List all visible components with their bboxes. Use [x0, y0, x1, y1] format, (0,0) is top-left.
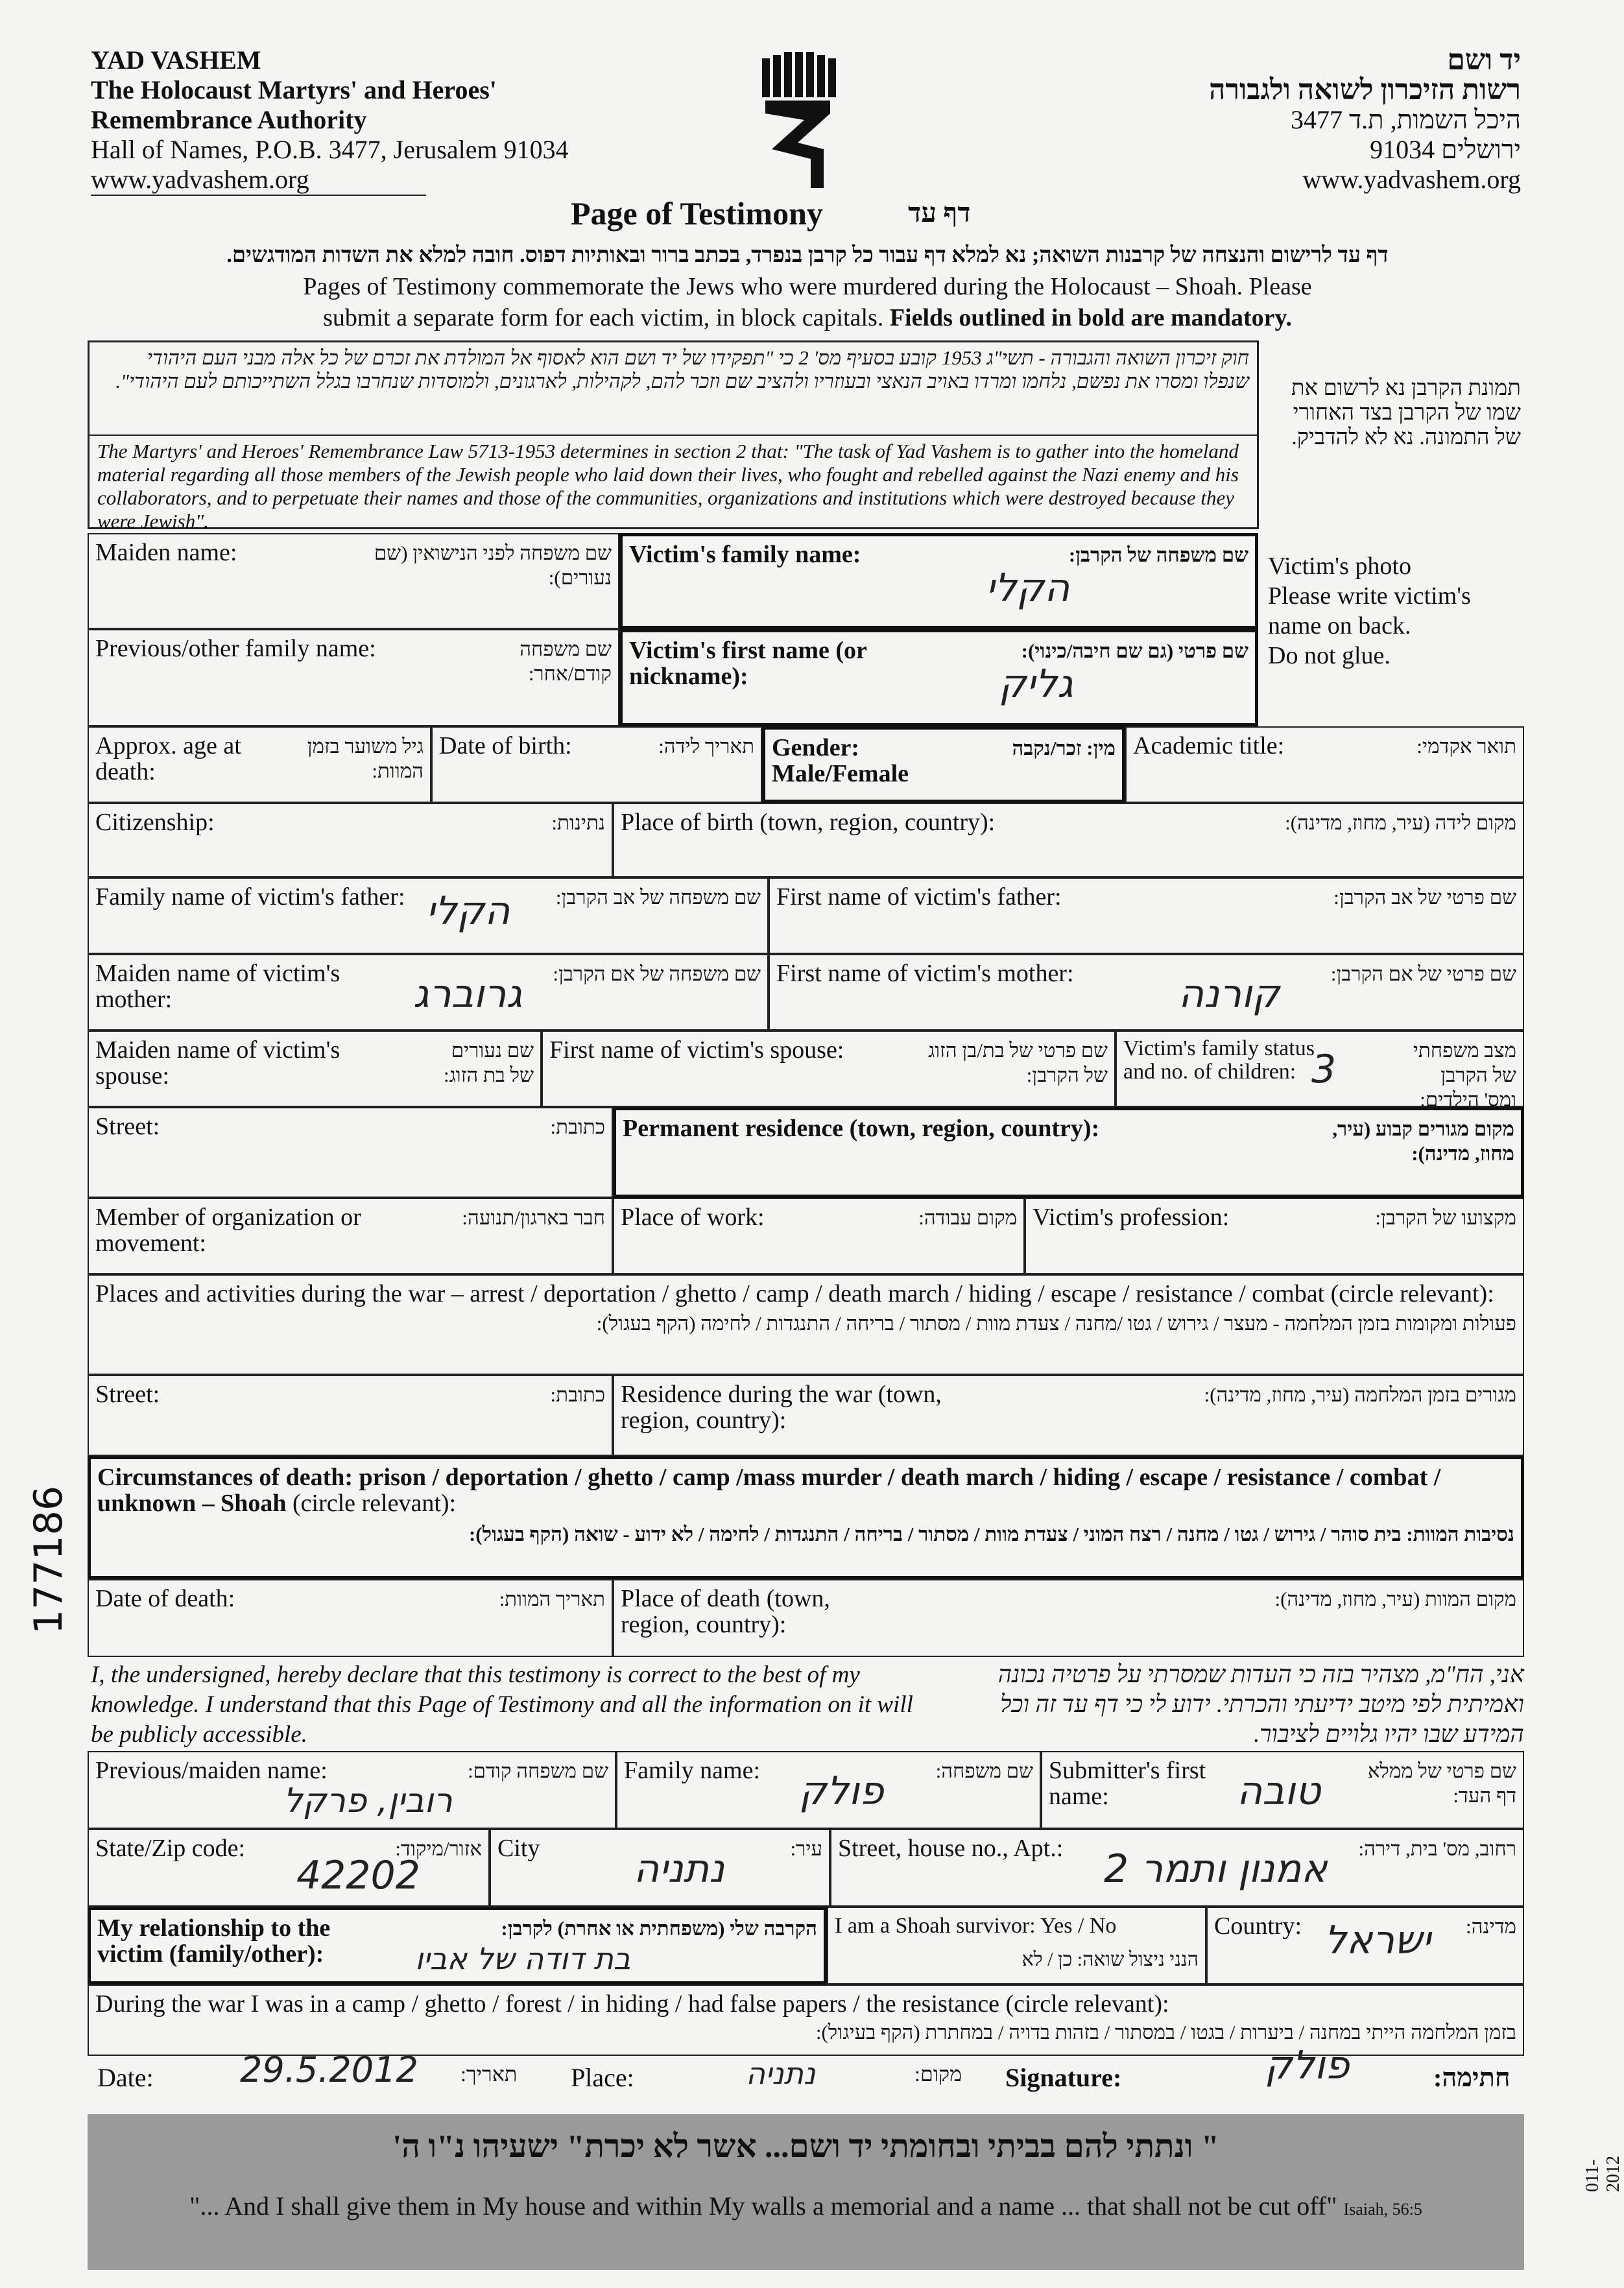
place-of-death-label-he: מקום המוות (עיר, מחוז, מדינה): [1274, 1588, 1516, 1610]
date-of-death-field[interactable] [88, 1579, 613, 1657]
intro-en-2: submit a separate form for each victim, in block capitals. [323, 304, 884, 331]
street-field[interactable] [88, 1107, 613, 1198]
profession-label: Victim's profession: [1033, 1204, 1230, 1231]
page-title: Page of Testimony [571, 195, 823, 232]
date-label-he: תאריך: [460, 2062, 518, 2086]
photo-en-3: name on back. [1268, 612, 1411, 639]
academic-title-label-he: תואר אקדמי: [1416, 735, 1516, 757]
maiden-name-field[interactable] [88, 533, 619, 629]
address-he-1: היכל השמות, ת.ד 3477 [1290, 105, 1521, 134]
academic-title-label: Academic title: [1133, 732, 1285, 759]
age-at-death-field[interactable] [88, 726, 431, 803]
page-title-he: דף עד [908, 198, 971, 228]
place-of-death-field[interactable] [613, 1579, 1524, 1657]
date-of-birth-label: Date of birth: [439, 732, 572, 759]
submitter-survivor-label: I am a Shoah survivor: Yes / No [835, 1914, 1117, 1938]
submitter-relationship-label-he: הקרבה שלי (משפחתית או אחרת) לקרבן: [501, 1917, 817, 1940]
place-of-birth-field[interactable] [613, 803, 1524, 877]
submitter-survivor-field[interactable] [827, 1907, 1206, 1984]
gender-label: Gender: Male/Female [772, 734, 909, 787]
mother-first-name-value: קורנה [1178, 971, 1280, 1017]
submitter-family-name-label: Family name: [624, 1757, 761, 1784]
victim-family-name-field[interactable] [619, 533, 1258, 629]
place-label-he: מקום: [914, 2062, 962, 2086]
footer-quote-he: " ונתתי להם בביתי ובחומתי יד ושם... אשר לא יכרת" ישעיהו נ"ו ה' [392, 2128, 1219, 2164]
circumstances-label-he: נסיבות המוות: בית סוהר / גירוש / גטו / מחנה / רצח המוני / צעדת מוות / מסתור / בריחה / התנגדות / לחימה / לא ידוע - שואה (הקף בעגול): [468, 1523, 1514, 1545]
gender-label-he: מין: זכר/נקבה [1012, 737, 1116, 759]
law-en: The Martyrs' and Heroes' Remembrance Law 5713-1953 determines in section 2 that: "The task of Yad Vashem is to gather into the homeland material regarding all those members of the Jewish people who laid down their lives, who fought and rebelled against the Nazi enemy and his collaborators, and to perpetuate their names and those of the communities, organizations and institutions which were destroyed because they were Jewish". [97, 440, 1239, 532]
victim-first-name-value: גליק [999, 661, 1073, 707]
date-label: Date: [97, 2063, 154, 2092]
website-he: www.yadvashem.org [1302, 165, 1521, 194]
submitter-relationship-label: My relationship to the victim (family/other): [97, 1914, 331, 1968]
authority-en-2: Remembrance Authority [91, 105, 367, 134]
submitter-family-name-value: פולק [799, 1769, 884, 1814]
father-family-name-label-he: שם משפחה של אב הקרבן: [555, 886, 761, 909]
law-box [88, 340, 1259, 532]
organization-label-he: חבר בארגון/תנועה: [462, 1206, 605, 1229]
website-en: www.yadvashem.org [91, 165, 426, 196]
form-code: 011-2012 [1582, 2156, 1623, 2192]
victim-first-name-field[interactable] [619, 629, 1258, 726]
father-first-name-label: First name of victim's father: [776, 883, 1062, 911]
father-family-name-field[interactable] [88, 877, 769, 954]
spouse-maiden-name-field[interactable] [88, 1031, 542, 1107]
date-of-death-label: Date of death: [95, 1585, 235, 1612]
authority-en-1: The Holocaust Martyrs' and Heroes' [91, 75, 497, 104]
submitter-country-value: ישראל [1324, 1918, 1431, 1963]
mother-first-name-label: First name of victim's mother: [776, 960, 1074, 987]
address-en: Hall of Names, P.O.B. 3477, Jerusalem 91034 [91, 135, 569, 164]
place-label: Place: [571, 2063, 634, 2092]
footer-quote [88, 2114, 1524, 2270]
profession-field[interactable] [1025, 1198, 1524, 1274]
photo-en-2: Please write victim's [1268, 582, 1471, 610]
places-activities-label-he: פעולות ומקומות בזמן המלחמה - מעצר / גירוש / גטו /מחנה / צעדת מוות / מסתור / בריחה / התנגדות / לחימה (הקף בעגול): [596, 1312, 1516, 1335]
war-residence-label-he: מגורים בזמן המלחמה (עיר, מחוז, מדינה): [1204, 1383, 1516, 1406]
spouse-first-name-label-he: שם פרטי של בת/בן הזוג של הקרבן: [927, 1039, 1108, 1086]
war-street-label: Street: [95, 1381, 160, 1408]
date-of-birth-label-he: תאריך לידה: [658, 735, 754, 757]
signature-row [97, 2043, 1524, 2108]
victim-family-name-label-he: שם משפחה של הקרבן: [1068, 543, 1248, 566]
organization-label: Member of organization or movement: [95, 1204, 361, 1257]
submitter-survivor-label-he: הנני ניצול שואה: כן / לא [1021, 1949, 1199, 1970]
place-of-work-field[interactable] [613, 1198, 1025, 1274]
spouse-first-name-label: First name of victim's spouse: [549, 1036, 844, 1064]
submitter-country-label: Country: [1214, 1913, 1302, 1940]
maiden-name-label-he: שם משפחה לפני הנישואין (שם נעורים): [374, 542, 612, 589]
family-status-value: 3 [1311, 1047, 1337, 1092]
submitter-first-name-label-he: שם פרטי של ממלא דף העד: [1367, 1759, 1516, 1807]
places-activities-label: Places and activities during the war – arrest / deportation / ghetto / camp / death march / hiding / escape / resistance / combat (circle relevant): [95, 1280, 1494, 1307]
street-label: Street: [95, 1113, 160, 1140]
during-war-label: During the war I was in a camp / ghetto / forest / in hiding / had false papers / the resistance (circle relevant): [95, 1990, 1169, 2018]
submitter-street-value: אמנון ותמר 2 [1104, 1846, 1328, 1892]
declaration-he: אני, הח"מ, מצהיר בזה כי העדות שמסרתי על פרטיה נכונה ואמיתית לפי מיטב ידיעתי והכרתי. ידוע לי כי דף עד זה וכל המידע שבו יהיו גלויים לציבור. [997, 1662, 1524, 1748]
submitter-street-label: Street, house no., Apt.: [838, 1835, 1064, 1862]
submitter-zip-value: 42202 [296, 1853, 420, 1898]
submitter-prev-name-value: רובין, פרקל [283, 1782, 453, 1820]
victim-family-name-value: הקלי [986, 566, 1070, 611]
age-at-death-label-he: גיל משוער בזמן המוות: [307, 735, 424, 782]
places-activities-field[interactable] [88, 1274, 1524, 1375]
father-family-name-value: הקלי [426, 888, 510, 934]
spouse-maiden-name-label-he: שם נעורים של בת הזוג: [443, 1039, 534, 1086]
gender-field[interactable] [762, 726, 1125, 803]
place-of-death-label: Place of death (town, region, country): [621, 1585, 830, 1638]
signature-value: פולק [1265, 2043, 1350, 2088]
profession-label-he: מקצועו של הקרבן: [1375, 1206, 1516, 1229]
mother-first-name-field[interactable] [769, 954, 1524, 1031]
victim-family-name-label: Victim's family name: [629, 541, 861, 568]
signature-label: Signature: [1005, 2063, 1122, 2092]
footer-ref: Isaiah, 56:5 [1343, 2200, 1422, 2219]
family-status-field[interactable] [1116, 1031, 1524, 1111]
header-right [1209, 45, 1521, 195]
place-of-birth-label: Place of birth (town, region, country): [621, 809, 996, 836]
submitter-city-label: City [497, 1835, 540, 1862]
spouse-maiden-name-label: Maiden name of victim's spouse: [95, 1036, 340, 1090]
header-left [91, 45, 569, 196]
citizenship-label: Citizenship: [95, 809, 215, 836]
submitter-prev-name-field[interactable] [88, 1751, 616, 1829]
date-value: 29.5.2012 [240, 2049, 418, 2090]
family-status-label: Victim's family status and no. of children: [1123, 1036, 1315, 1084]
declaration-en: I, the undersigned, hereby declare that this testimony is correct to the best of my knowledge. I understand that this Page of Testimony and all the information on it will be publicly accessible. [91, 1662, 913, 1748]
submitter-first-name-value: טובה [1237, 1769, 1321, 1814]
age-at-death-label: Approx. age at death: [95, 732, 241, 785]
organization-field[interactable] [88, 1198, 613, 1274]
mother-maiden-name-label-he: שם משפחה של אם הקרבן: [553, 962, 761, 985]
permanent-residence-label-he: מקום מגורים קבוע (עיר, מחוז, מדינה): [1332, 1117, 1514, 1165]
family-status-label-he: מצב משפחתי של הקרבן ומס' הילדים: [1413, 1039, 1516, 1111]
submitter-street-field[interactable] [830, 1829, 1524, 1907]
during-war-label-he: בזמן המלחמה הייתי במחנה / ביערות / בגטו / במסתור / בזהות בדויה / במחתרת (הקף בעיגול): [815, 2021, 1516, 2044]
prev-family-name-label: Previous/other family name: [95, 635, 376, 662]
prev-family-name-field[interactable] [88, 629, 619, 726]
spouse-first-name-field[interactable] [542, 1031, 1116, 1107]
intro-en-bold: Fields outlined in bold are mandatory. [889, 304, 1292, 331]
submitter-street-label-he: רחוב, מס' בית, דירה: [1358, 1837, 1516, 1860]
submitter-relationship-field[interactable] [88, 1907, 827, 1984]
circumstances-label: Circumstances of death: prison / deportation / ghetto / camp /mass murder / death march / hiding / escape / resistance / combat / unknown – Shoah [97, 1464, 1441, 1517]
submitter-prev-name-label: Previous/maiden name: [95, 1757, 328, 1784]
address-he-2: ירושלים 91034 [1370, 135, 1521, 164]
submitter-country-label-he: מדינה: [1466, 1915, 1516, 1938]
mother-first-name-label-he: שם פרטי של אם הקרבן: [1330, 962, 1516, 985]
citizenship-field[interactable] [88, 803, 613, 877]
war-residence-label: Residence during the war (town, region, country): [621, 1381, 942, 1434]
mother-maiden-name-field[interactable] [88, 954, 769, 1031]
authority-he: רשות הזיכרון לשואה ולגבורה [1209, 74, 1521, 106]
submitter-country-field[interactable] [1206, 1907, 1524, 1984]
submitter-relationship-value: בת דודה של אביו [415, 1941, 631, 1976]
submitter-zip-field[interactable] [88, 1829, 490, 1907]
father-first-name-label-he: שם פרטי של אב הקרבן: [1333, 886, 1516, 909]
submitter-city-label-he: עיר: [790, 1837, 822, 1860]
father-first-name-field[interactable] [769, 877, 1524, 954]
submitter-city-field[interactable] [490, 1829, 830, 1907]
date-of-birth-field[interactable] [431, 726, 762, 803]
place-value: נתניה [746, 2056, 816, 2091]
org-name-he: יד ושם [1447, 44, 1521, 76]
submitter-zip-label: State/Zip code: [95, 1835, 246, 1862]
submitter-prev-name-label-he: שם משפחה קודם: [468, 1759, 608, 1782]
maiden-name-label: Maiden name: [95, 539, 237, 566]
victim-first-name-label-he: שם פרטי (גם שם חיבה/כינוי): [1021, 639, 1248, 662]
submitter-first-name-field[interactable] [1041, 1751, 1524, 1829]
street-label-he: כתובת: [550, 1115, 605, 1138]
circumstances-field[interactable] [88, 1456, 1524, 1579]
submitter-city-value: נתניה [634, 1846, 725, 1892]
photo-instructions-he: תמונת הקרבן נא לרשום את שמו של הקרבן בצד האחורי של התמונה. נא לא להדביק. [1291, 376, 1521, 449]
photo-en-1: Victim's photo [1268, 553, 1411, 580]
org-name-en: YAD VASHEM [91, 45, 261, 75]
war-residence-field[interactable] [613, 1375, 1524, 1456]
submitter-family-name-field[interactable] [616, 1751, 1041, 1829]
intro-he: דף עד לרישום והנצחה של קרבנות השואה; נא למלא דף עבור כל קרבן בנפרד, בכתב ברור ובאותיות דפוס. חובה למלא את השדות המודגשים. [226, 243, 1389, 267]
side-number: 177186 [26, 1485, 71, 1634]
mother-maiden-name-label: Maiden name of victim's mother: [95, 960, 340, 1013]
father-family-name-label: Family name of victim's father: [95, 883, 405, 911]
victim-first-name-label: Victim's first name (or nickname): [629, 637, 867, 690]
intro-en-1: Pages of Testimony commemorate the Jews who were murdered during the Holocaust – Shoah. Please [303, 273, 1312, 300]
circumstances-note: (circle relevant): [293, 1490, 457, 1517]
submitter-family-name-label-he: שם משפחה: [935, 1759, 1033, 1782]
footer-quote-en: "... And I shall give them in My house and within My walls a memorial and a name ... that shall not be cut off" [189, 2191, 1337, 2221]
war-street-field[interactable] [88, 1375, 613, 1456]
yad-vashem-logo-icon [759, 52, 837, 195]
citizenship-label-he: נתינות: [551, 811, 605, 834]
submitter-zip-label-he: אזור/מיקוד: [395, 1837, 482, 1860]
permanent-residence-field[interactable] [613, 1107, 1524, 1198]
place-of-birth-label-he: מקום לידה (עיר, מחוז, מדינה): [1285, 811, 1516, 834]
place-of-work-label: Place of work: [621, 1204, 765, 1231]
prev-family-name-label-he: שם משפחה קודם/אחר: [519, 638, 612, 685]
law-he: חוק זיכרון השואה והגבורה - תשי"ג 1953 קובע בסעיף מס' 2 כי "תפקידו של יד ושם הוא לאסוף אל המולדת את זכרם של כל אלה מבני העם היהודי שנפלו ומסרו את נפשם, נלחמו ומרדו באויב הנאצי ובעוזריו ולהציב שם וזכר להם, לקהילות, לארגונים, ולמוסדות שנחרבו בגלל השתייכותם לעם היהודי". [90, 342, 1257, 436]
place-of-work-label-he: מקום עבודה: [918, 1206, 1017, 1229]
mother-maiden-name-value: גרוברג [413, 971, 523, 1017]
photo-en-4: Do not glue. [1268, 642, 1391, 669]
signature-label-he: חתימה: [1433, 2063, 1511, 2092]
date-of-death-label-he: תאריך המוות: [499, 1588, 605, 1610]
permanent-residence-label: Permanent residence (town, region, country): [623, 1115, 1100, 1142]
submitter-first-name-label: Submitter's first name: [1049, 1757, 1206, 1810]
intro [91, 240, 1524, 333]
photo-instructions-en [1268, 551, 1521, 671]
war-street-label-he: כתובת: [550, 1383, 605, 1406]
academic-title-field[interactable] [1125, 726, 1524, 803]
